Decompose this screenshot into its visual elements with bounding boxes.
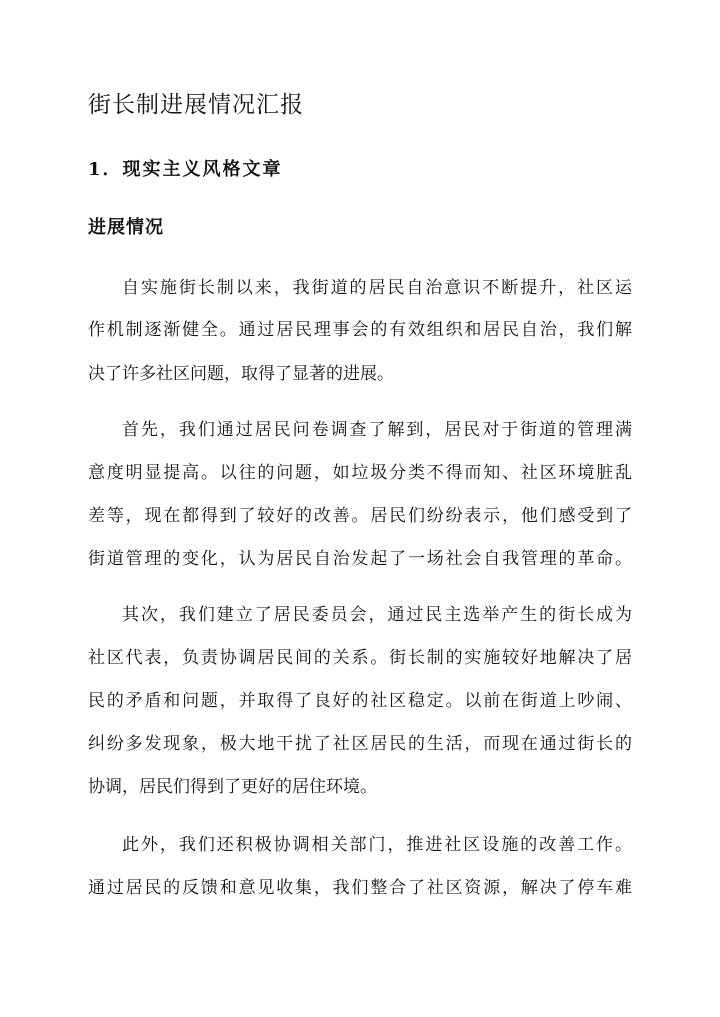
paragraph-line: 作机制逐渐健全。通过居民理事会的有效组织和居民自治，我们解 [88, 320, 632, 340]
paragraph-line: 协调，居民们得到了更好的居住环境。 [88, 777, 377, 797]
sub-heading: 进展情况 [88, 217, 164, 238]
paragraph-line: 纠纷多发现象，极大地干扰了社区居民的生活，而现在通过街长的 [88, 734, 632, 754]
paragraph-line: 差等，现在都得到了较好的改善。居民们纷纷表示，他们感受到了 [88, 506, 632, 526]
paragraph-line: 街道管理的变化，认为居民自治发起了一场社会自我管理的革命。 [88, 549, 632, 569]
paragraph-line: 自实施街长制以来，我街道的居民自治意识不断提升，社区运 [122, 278, 632, 298]
paragraph-line: 民的矛盾和问题，并取得了良好的社区稳定。以前在街道上吵闹、 [88, 691, 632, 711]
paragraph-line: 决了许多社区问题，取得了显著的进展。 [88, 364, 394, 384]
document-title: 街长制进展情况汇报 [88, 92, 304, 118]
paragraph-line: 首先，我们通过居民问卷调查了解到，居民对于街道的管理满 [122, 420, 632, 440]
paragraph-line: 其次，我们建立了居民委员会，通过民主选举产生的街长成为 [122, 605, 632, 625]
section-heading: 1．现实主义风格文章 [88, 159, 283, 180]
paragraph-line: 意度明显提高。以往的问题，如垃圾分类不得而知、社区环境脏乱 [88, 463, 632, 483]
paragraph-line: 社区代表，负责协调居民间的关系。街长制的实施较好地解决了居 [88, 648, 632, 668]
paragraph-line: 此外，我们还积极协调相关部门，推进社区设施的改善工作。 [122, 835, 632, 855]
paragraph-line: 通过居民的反馈和意见收集，我们整合了社区资源，解决了停车难 [88, 878, 632, 898]
